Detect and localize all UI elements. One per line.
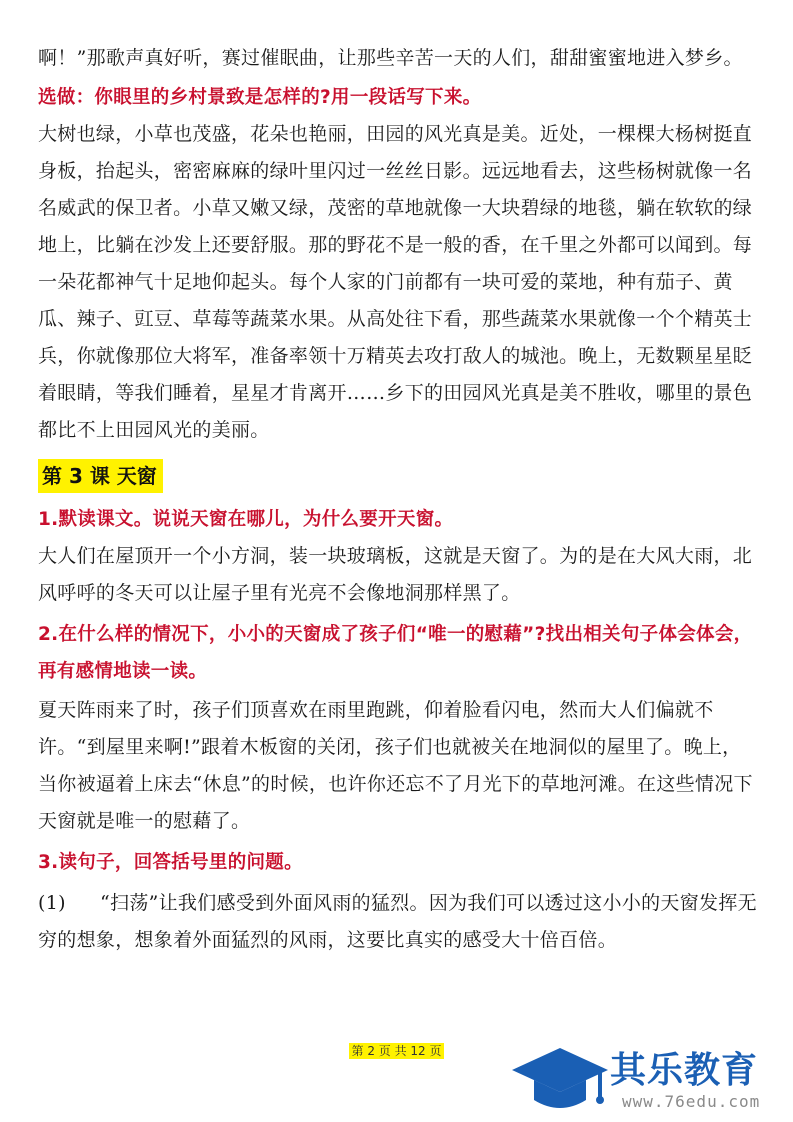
question-2: 2.在什么样的情况下，小小的天窗成了孩子们“唯一的慰藉”?找出相关句子体会体会，再有感情地读一读。 [38,624,753,682]
answer-2: 夏天阵雨来了时，孩子们顶喜欢在雨里跑跳，仰着脸看闪电，然而大人们偏就不许。“到屋里来啊!”跟着木板窗的关闭，孩子们也就被关在地洞似的屋里了。晚上，当你被逼着上床去“休息”的时候，也许你还忘不了月光下的草地河滩。在这些情况下天窗就是唯一的慰藉了。 [38,699,753,832]
answer-1: 大人们在屋顶开一个小方洞，装一块玻璃板，这就是天窗了。为的是在大风大雨，北风呼呼的冬天可以让屋子里有光亮不会像地洞那样黑了。 [38,545,753,604]
question-3: 3.读句子，回答括号里的问题。 [38,852,303,873]
question-1: 1.默读课文。说说天窗在哪儿，为什么要开天窗。 [38,509,454,530]
document-body [38,40,758,959]
lesson-title: 第 3 课 天窗 [38,459,163,493]
logo [510,1040,790,1118]
page-number: 第 2 页 共 12 页 [349,1043,445,1059]
intro-line: 啊！”那歌声真好听，赛过催眠曲，让那些辛苦一天的人们，甜甜蜜蜜地进入梦乡。 [38,47,743,69]
graduation-cap-icon [510,1040,610,1118]
optional-question: 选做：你眼里的乡村景致是怎样的?用一段话写下来。 [38,87,482,108]
logo-name: 其乐教育 [610,1050,759,1091]
optional-answer: 大树也绿，小草也茂盛，花朵也艳丽，田园的风光真是美。近处，一棵棵大杨树挺直身板，抬起头，密密麻麻的绿叶里闪过一丝丝日影。远远地看去，这些杨树就像一名名威武的保卫者。小草又嫩又绿，茂密的草地就像一大块碧绿的地毯，躺在软软的绿地上，比躺在沙发上还要舒服。那的野花不是一般的香，在千里之外都可以闻到。每一朵花都神气十足地仰起头。每个人家的门前都有一块可爱的菜地，种有茄子、黄瓜、辣子、豇豆、草莓等蔬菜水果。从高处往下看，那些蔬菜水果就像一个个精英士兵，你就像那位大将军，准备率领十万精英去攻打敌人的城池。晚上，无数颗星星眨着眼睛，等我们睡着，星星才肯离开……乡下的田园风光真是美不胜收，哪里的景色都比不上田园风光的美丽。 [38,123,753,441]
answer-3-label: (1) [38,892,66,914]
logo-url: www.76edu.com [622,1092,761,1111]
answer-3-text: “扫荡”让我们感受到外面风雨的猛烈。因为我们可以透过这小小的天窗发挥无穷的想象，想象着外面猛烈的风雨，这要比真实的感受大十倍百倍。 [38,892,757,951]
answer-3 [38,885,758,959]
